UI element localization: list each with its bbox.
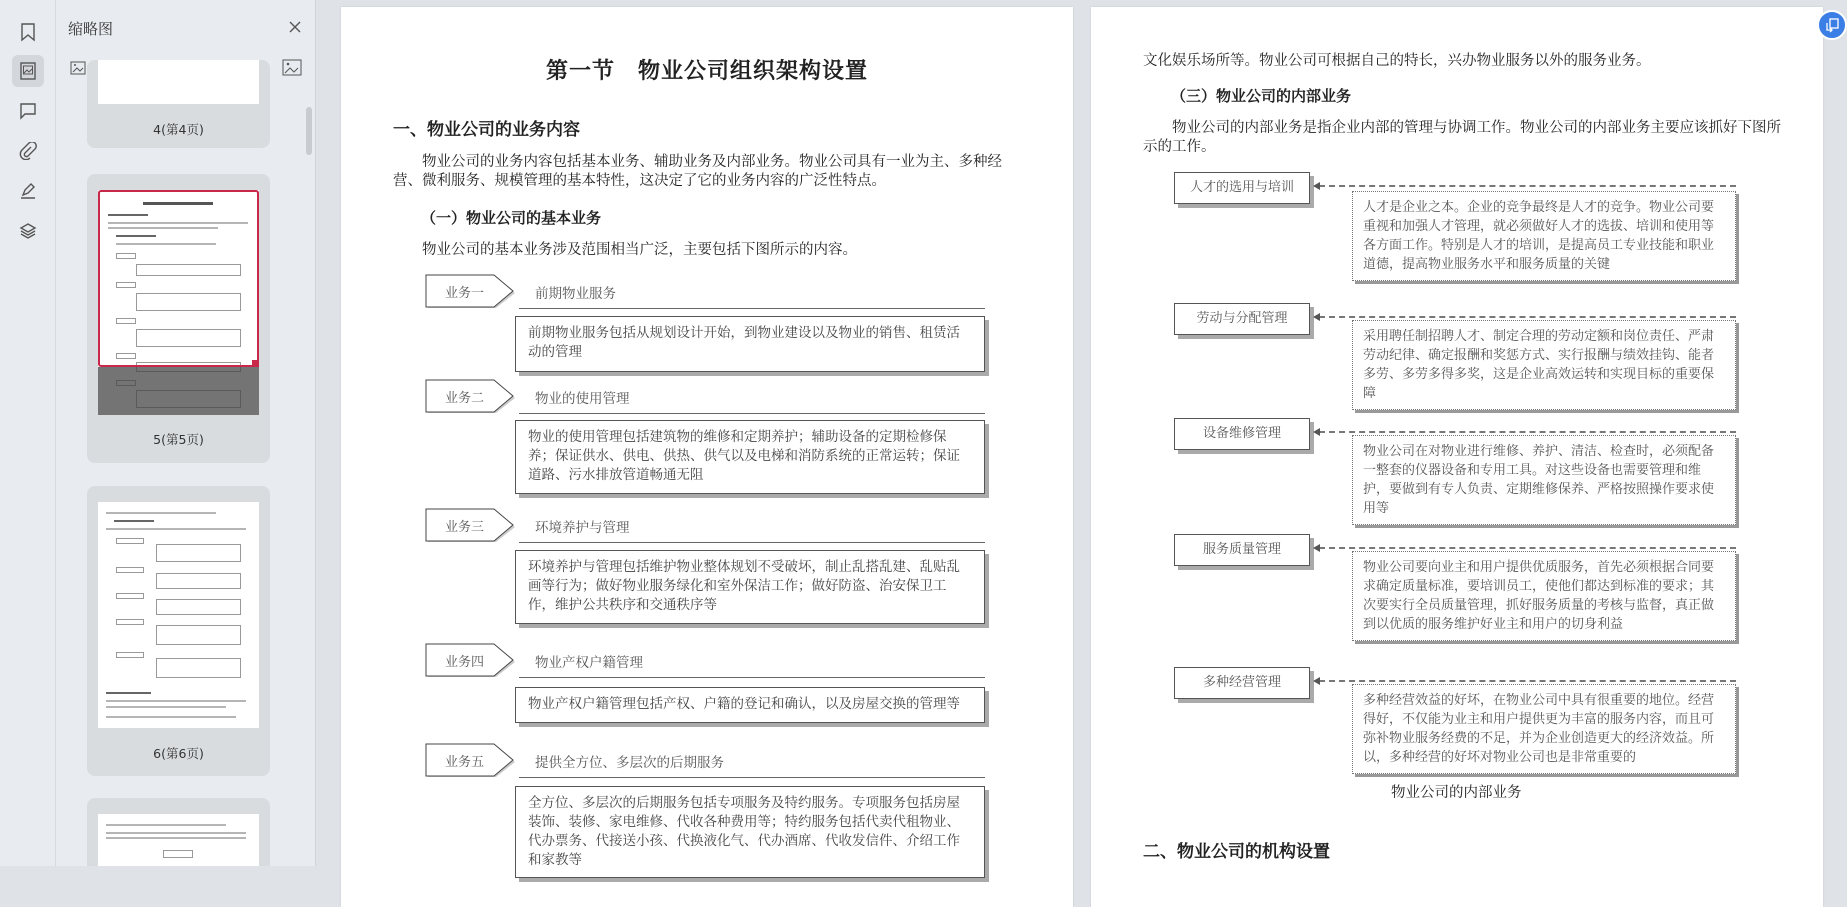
divider [519, 777, 985, 778]
dashed-arrow [1319, 547, 1736, 549]
section-title: 第一节 物业公司组织架构设置 [545, 59, 868, 84]
document-page-6 [1091, 7, 1823, 907]
left-toolbar [0, 0, 56, 866]
business-description: 前期物业服务包括从规划设计开始，到物业建设以及物业的销售、租赁活动的管理 [515, 316, 985, 372]
business-description: 物业的使用管理包括建筑物的维修和定期养护；辅助设备的定期检修保养；保证供水、供电、供热、供气以及电梯和消防系统的正常运转；保证道路、污水排放管道畅通无阻 [515, 420, 985, 494]
attachment-icon[interactable] [12, 135, 44, 167]
business-tag [425, 379, 520, 414]
current-viewport-frame[interactable] [98, 190, 259, 367]
document-page-5 [341, 7, 1073, 907]
thumbnail-label: 4(第4页) [153, 122, 204, 137]
thumbnail-page-4[interactable] [87, 60, 270, 148]
close-icon[interactable] [284, 16, 306, 38]
heading-organization: 二、物业公司的机构设置 [1143, 842, 1330, 862]
thumbnail-label: 5(第5页) [153, 432, 204, 447]
thumbnail-page-6[interactable] [87, 486, 270, 776]
internal-business-label: 多种经营管理 [1174, 667, 1310, 699]
business-description: 全方位、多层次的后期服务包括专项服务及特约服务。专项服务包括房屋装饰、装修、家电维修、代收各种费用等；特约服务包括代卖代租物业、代办票务、代接送小孩、代换液化气、代办酒席、代收发信件、介绍工作和家教等 [515, 786, 985, 878]
heading-business-content: 一、物业公司的业务内容 [393, 120, 580, 140]
divider [519, 677, 985, 678]
viewport-shade [98, 367, 259, 415]
dashed-arrow [1319, 316, 1736, 318]
figure-caption: 物业公司的内部业务 [1391, 785, 1522, 801]
dashed-arrow [1319, 680, 1736, 682]
heading-internal-business: （三）物业公司的内部业务 [1171, 87, 1352, 105]
internal-business-description: 人才是企业之本。企业的竞争最终是人才的竞争。物业公司要重视和加强人才管理，就必须做好人才的选拔、培训和使用等各方面工作。特别是人才的培训，是提高员工专业技能和职业道德，提高物业服务水平和服务质量的关键 [1352, 191, 1736, 281]
panel-scrollbar[interactable] [306, 107, 312, 155]
heading-basic-business: （一）物业公司的基本业务 [421, 209, 602, 227]
thumbnail-panel [56, 0, 316, 866]
thumbnail-icon[interactable] [12, 55, 44, 87]
divider [519, 542, 985, 543]
internal-business-label: 设备维修管理 [1174, 418, 1310, 450]
internal-business-description: 多种经营效益的好坏，在物业公司中具有很重要的地位。经营得好，不仅能为业主和用户提供更为丰富的服务内容，而且可弥补物业服务经费的不足，并为企业创造更大的经济效益。所以，多种经营的好坏对物业公司也是非常重要的 [1352, 684, 1736, 774]
business-description: 环境养护与管理包括维护物业整体规划不受破坏，制止乱搭乱建、乱贴乱画等行为；做好物业服务绿化和室外保洁工作；做好防盗、治安保卫工作，维护公共秩序和交通秩序等 [515, 550, 985, 624]
thumbnail-image [98, 60, 259, 104]
thumbnail-label: 6(第6页) [153, 746, 204, 761]
signature-icon[interactable] [12, 175, 44, 207]
panel-title: 缩略图 [68, 20, 114, 38]
thumbnail-image [98, 502, 259, 728]
convert-document-button[interactable] [1817, 10, 1847, 40]
business-tag [425, 508, 520, 543]
divider [519, 308, 985, 309]
internal-business-description: 采用聘任制招聘人才、制定合理的劳动定额和岗位责任、严肃劳动纪律、确定报酬和奖惩方式、实行报酬与绩效挂钩、能者多劳、多劳多得多奖，这是企业高效运转和实现目标的重要保障 [1352, 320, 1736, 410]
business-tag-label: 业务四 [445, 655, 485, 670]
business-tag-label: 业务五 [445, 755, 485, 770]
business-description: 物业产权户籍管理包括产权、户籍的登记和确认，以及房屋交换的管理等 [515, 687, 985, 723]
business-tag-label: 业务一 [445, 286, 485, 301]
bookmark-icon[interactable] [12, 16, 44, 48]
paragraph: 物业公司的内部业务是指企业内部的管理与协调工作。物业公司的内部业务主要应该抓好下图所示的工作。 [1143, 120, 1781, 155]
paragraph: 物业公司的业务内容包括基本业务、辅助业务及内部业务。物业公司具有一业为主、多种经营、微利服务、规模管理的基本特性，这决定了它的业务内容的广泛性特点。 [393, 154, 1002, 189]
paragraph: 文化娱乐场所等。物业公司可根据自己的特长，兴办物业服务以外的服务业务。 [1143, 53, 1651, 69]
dashed-arrow [1319, 431, 1736, 433]
internal-business-description: 物业公司在对物业进行维修、养护、清洁、检查时，必须配备一整套的仪器设备和专用工具。对这些设备也需要管理和维护，要做到有专人负责、定期维修保养、严格按照操作要求使用等 [1352, 435, 1736, 525]
business-title: 提供全方位、多层次的后期服务 [535, 755, 724, 771]
internal-business-label: 人才的选用与培训 [1174, 172, 1310, 204]
business-title: 物业产权户籍管理 [535, 655, 643, 671]
layers-icon[interactable] [12, 215, 44, 247]
paragraph: 物业公司的基本业务涉及范围相当广泛，主要包括下图所示的内容。 [422, 242, 857, 258]
business-tag [425, 274, 520, 309]
comment-icon[interactable] [12, 95, 44, 127]
small-image-icon[interactable] [70, 60, 86, 80]
business-title: 环境养护与管理 [535, 520, 630, 536]
business-title: 物业的使用管理 [535, 391, 630, 407]
thumbnail-page-5[interactable] [87, 174, 270, 463]
dashed-arrow [1319, 185, 1736, 187]
business-title: 前期物业服务 [535, 286, 616, 302]
divider [519, 413, 985, 414]
thumbnail-image [98, 814, 259, 866]
internal-business-label: 劳动与分配管理 [1174, 303, 1310, 335]
business-tag [425, 643, 520, 678]
large-image-icon[interactable] [282, 58, 302, 82]
business-tag-label: 业务二 [445, 391, 485, 406]
business-tag [425, 743, 520, 778]
business-tag-label: 业务三 [445, 520, 485, 535]
thumbnail-page-7[interactable] [87, 798, 270, 866]
internal-business-label: 服务质量管理 [1174, 534, 1310, 566]
viewport-resize-handle[interactable] [252, 360, 259, 367]
internal-business-description: 物业公司要向业主和用户提供优质服务，首先必须根据合同要求确定质量标准，要培训员工，使他们都达到标准的要求；其次要实行全员质量管理，抓好服务质量的考核与监督，真正做到以优质的服务维护好业主和用户的切身利益 [1352, 551, 1736, 641]
